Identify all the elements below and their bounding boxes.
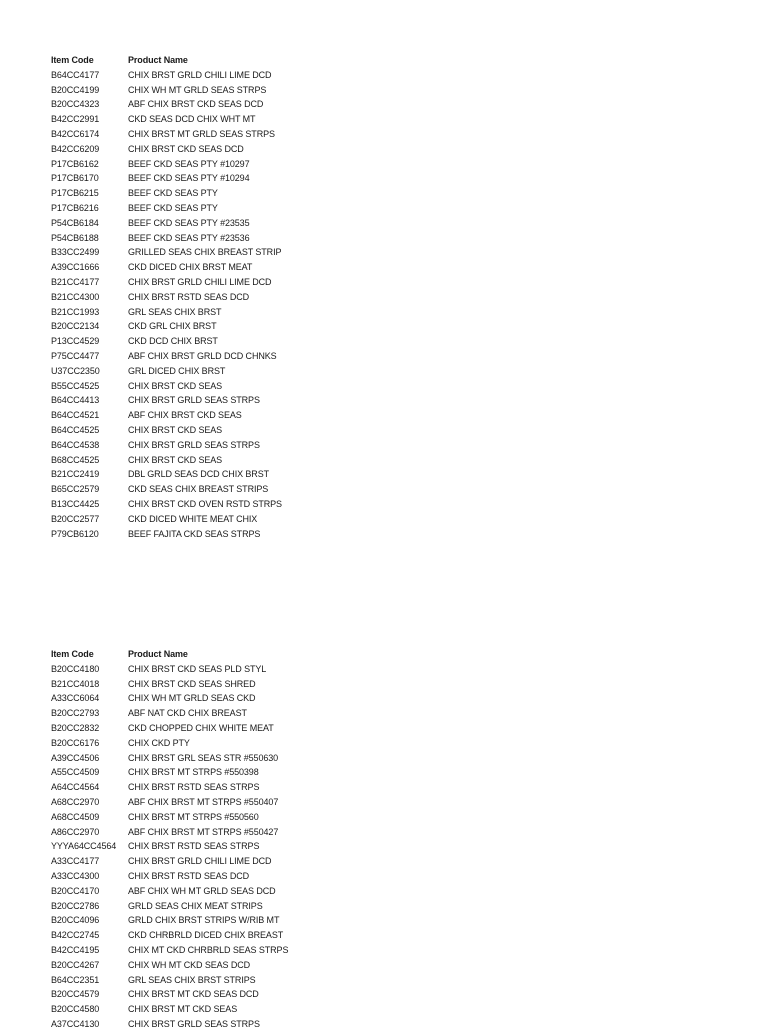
item-code-cell: B21CC4018 bbox=[51, 678, 100, 689]
item-code-cell: B20CC4579 bbox=[51, 989, 100, 1000]
item-code-cell: B65CC2579 bbox=[51, 484, 100, 495]
item-code-cell: A68CC2970 bbox=[51, 796, 100, 807]
product-name-cell: CKD DICED CHIX BRST MEAT bbox=[128, 262, 253, 273]
table-row bbox=[51, 423, 428, 438]
table-row bbox=[51, 379, 428, 394]
table-header-row bbox=[51, 647, 428, 662]
item-code-cell: P17CB6216 bbox=[51, 202, 99, 213]
item-code-cell: B64CC2351 bbox=[51, 974, 100, 985]
item-code-cell: P79CB6120 bbox=[51, 528, 99, 539]
table-row bbox=[51, 973, 428, 988]
product-name-cell: BEEF CKD SEAS PTY #10297 bbox=[128, 158, 250, 169]
product-name-header: Product Name bbox=[128, 649, 188, 659]
item-code-cell: B64CC4521 bbox=[51, 410, 100, 421]
table-row bbox=[51, 677, 428, 692]
item-code-cell: B20CC4323 bbox=[51, 99, 100, 110]
product-name-cell: CHIX BRST MT CKD SEAS DCD bbox=[128, 989, 259, 1000]
item-code-cell: B13CC4425 bbox=[51, 498, 100, 509]
product-name-cell: CHIX WH MT CKD SEAS DCD bbox=[128, 959, 251, 970]
item-code-cell: B21CC1993 bbox=[51, 306, 100, 317]
table-row bbox=[51, 171, 428, 186]
table-row bbox=[51, 393, 428, 408]
table-row bbox=[51, 334, 428, 349]
item-code-cell: B64CC4538 bbox=[51, 439, 100, 450]
item-code-cell: A55CC4509 bbox=[51, 767, 100, 778]
table-row bbox=[51, 142, 428, 157]
table-row bbox=[51, 497, 428, 512]
item-code-cell: B20CC4096 bbox=[51, 915, 100, 926]
product-name-cell: CHIX BRST GRLD CHILI LIME DCD bbox=[128, 856, 272, 867]
product-name-cell: CHIX BRST GRLD SEAS STRPS bbox=[128, 1018, 260, 1029]
table-row bbox=[51, 453, 428, 468]
table-row bbox=[51, 201, 428, 216]
product-name-cell: CHIX BRST RSTD SEAS STRPS bbox=[128, 841, 260, 852]
item-code-cell: B55CC4525 bbox=[51, 380, 100, 391]
item-code-cell: B20CC2786 bbox=[51, 900, 100, 911]
item-code-cell: B21CC4300 bbox=[51, 291, 100, 302]
item-code-cell: B20CC2134 bbox=[51, 321, 100, 332]
table-row bbox=[51, 290, 428, 305]
table-row bbox=[51, 157, 428, 172]
item-code-cell: B42CC2745 bbox=[51, 930, 100, 941]
item-code-cell: B20CC2793 bbox=[51, 708, 100, 719]
product-name-header: Product Name bbox=[128, 55, 188, 65]
product-name-cell: CHIX BRST GRLD SEAS STRPS bbox=[128, 439, 260, 450]
product-name-cell: BEEF CKD SEAS PTY bbox=[128, 188, 218, 199]
item-code-cell: B33CC2499 bbox=[51, 247, 100, 258]
product-name-cell: CHIX BRST CKD OVEN RSTD STRPS bbox=[128, 498, 282, 509]
table-row bbox=[51, 780, 428, 795]
product-table-1 bbox=[51, 53, 428, 541]
item-code-cell: B42CC6174 bbox=[51, 128, 100, 139]
product-name-cell: GRILLED SEAS CHIX BREAST STRIP bbox=[128, 247, 282, 258]
product-name-cell: ABF CHIX BRST CKD SEAS DCD bbox=[128, 99, 264, 110]
item-code-cell: B21CC4177 bbox=[51, 276, 100, 287]
table-row bbox=[51, 68, 428, 83]
product-name-cell: GRLD CHIX BRST STRIPS W/RIB MT bbox=[128, 915, 280, 926]
product-name-cell: CKD DCD CHIX BRST bbox=[128, 336, 218, 347]
item-code-cell: P75CC4477 bbox=[51, 350, 100, 361]
table-row bbox=[51, 408, 428, 423]
product-name-cell: CKD GRL CHIX BRST bbox=[128, 321, 217, 332]
table-row bbox=[51, 319, 428, 334]
table-row bbox=[51, 706, 428, 721]
item-code-cell: P17CB6162 bbox=[51, 158, 99, 169]
table-row bbox=[51, 112, 428, 127]
item-code-cell: A33CC4177 bbox=[51, 856, 100, 867]
item-code-cell: U37CC2350 bbox=[51, 365, 100, 376]
table-row bbox=[51, 987, 428, 1002]
table-row bbox=[51, 810, 428, 825]
product-name-cell: GRL SEAS CHIX BRST bbox=[128, 306, 222, 317]
product-name-cell: CHIX BRST MT STRPS #550398 bbox=[128, 767, 259, 778]
product-name-cell: CHIX WH MT GRLD SEAS STRPS bbox=[128, 84, 267, 95]
item-code-cell: A33CC6064 bbox=[51, 693, 100, 704]
table-row bbox=[51, 854, 428, 869]
product-name-cell: BEEF CKD SEAS PTY #23535 bbox=[128, 217, 250, 228]
table-row bbox=[51, 364, 428, 379]
product-name-cell: CHIX BRST GRLD CHILI LIME DCD bbox=[128, 276, 272, 287]
table-row bbox=[51, 512, 428, 527]
product-name-cell: GRL DICED CHIX BRST bbox=[128, 365, 226, 376]
product-name-cell: ABF CHIX BRST GRLD DCD CHNKS bbox=[128, 350, 277, 361]
table-row bbox=[51, 83, 428, 98]
item-code-cell: A39CC4506 bbox=[51, 752, 100, 763]
item-code-cell: B42CC4195 bbox=[51, 944, 100, 955]
item-code-cell: A37CC4130 bbox=[51, 1018, 100, 1029]
table-row bbox=[51, 943, 428, 958]
item-code-cell: B21CC2419 bbox=[51, 469, 100, 480]
product-name-cell: CHIX BRST GRL SEAS STR #550630 bbox=[128, 752, 279, 763]
table-row bbox=[51, 958, 428, 973]
table-row bbox=[51, 245, 428, 260]
item-code-cell: B42CC6209 bbox=[51, 143, 100, 154]
product-name-cell: CHIX BRST CKD SEAS SHRED bbox=[128, 678, 256, 689]
table-row bbox=[51, 1002, 428, 1017]
item-code-cell: B20CC4199 bbox=[51, 84, 100, 95]
product-name-cell: CHIX BRST GRLD CHILI LIME DCD bbox=[128, 69, 272, 80]
item-code-cell: B20CC4580 bbox=[51, 1004, 100, 1015]
item-code-cell: P17CB6170 bbox=[51, 173, 99, 184]
table-row bbox=[51, 795, 428, 810]
item-code-cell: B20CC2577 bbox=[51, 513, 100, 524]
product-name-cell: CKD CHRBRLD DICED CHIX BREAST bbox=[128, 930, 284, 941]
table-row bbox=[51, 691, 428, 706]
table-row bbox=[51, 186, 428, 201]
product-name-cell: DBL GRLD SEAS DCD CHIX BRST bbox=[128, 469, 269, 480]
product-name-cell: CHIX BRST CKD SEAS bbox=[128, 454, 223, 465]
table-row bbox=[51, 765, 428, 780]
table-row bbox=[51, 899, 428, 914]
item-code-cell: B20CC4180 bbox=[51, 663, 100, 674]
product-name-cell: BEEF CKD SEAS PTY bbox=[128, 202, 218, 213]
table-row bbox=[51, 839, 428, 854]
table-row bbox=[51, 275, 428, 290]
item-code-header: Item Code bbox=[51, 55, 94, 65]
product-name-cell: CKD SEAS CHIX BREAST STRIPS bbox=[128, 484, 269, 495]
product-name-cell: CHIX BRST MT GRLD SEAS STRPS bbox=[128, 128, 275, 139]
product-name-cell: BEEF CKD SEAS PTY #23536 bbox=[128, 232, 250, 243]
item-code-cell: A68CC4509 bbox=[51, 811, 100, 822]
product-name-cell: BEEF CKD SEAS PTY #10294 bbox=[128, 173, 250, 184]
product-name-cell: CHIX MT CKD CHRBRLD SEAS STRPS bbox=[128, 944, 289, 955]
item-code-cell: B20CC4170 bbox=[51, 885, 100, 896]
table-row bbox=[51, 825, 428, 840]
product-name-cell: CHIX BRST CKD SEAS bbox=[128, 424, 223, 435]
table-row bbox=[51, 438, 428, 453]
item-code-cell: B20CC2832 bbox=[51, 722, 100, 733]
table-row bbox=[51, 884, 428, 899]
item-code-cell: B64CC4525 bbox=[51, 424, 100, 435]
table-row bbox=[51, 467, 428, 482]
product-name-cell: CHIX BRST RSTD SEAS STRPS bbox=[128, 782, 260, 793]
table-row bbox=[51, 349, 428, 364]
item-code-cell: B68CC4525 bbox=[51, 454, 100, 465]
item-code-cell: P54CB6184 bbox=[51, 217, 99, 228]
table-row bbox=[51, 1017, 428, 1032]
item-code-cell: A33CC4300 bbox=[51, 870, 100, 881]
table-row bbox=[51, 260, 428, 275]
table-row bbox=[51, 216, 428, 231]
item-code-cell: A39CC1666 bbox=[51, 262, 100, 273]
item-code-cell: P54CB6188 bbox=[51, 232, 99, 243]
table-row bbox=[51, 869, 428, 884]
product-name-cell: CKD CHOPPED CHIX WHITE MEAT bbox=[128, 722, 274, 733]
product-name-cell: BEEF FAJITA CKD SEAS STRPS bbox=[128, 528, 261, 539]
table-row bbox=[51, 305, 428, 320]
table-row bbox=[51, 928, 428, 943]
product-name-cell: ABF NAT CKD CHIX BREAST bbox=[128, 708, 247, 719]
item-code-cell: B20CC4267 bbox=[51, 959, 100, 970]
product-name-cell: CHIX BRST MT CKD SEAS bbox=[128, 1004, 238, 1015]
product-name-cell: CHIX BRST MT STRPS #550560 bbox=[128, 811, 259, 822]
item-code-cell: YYYA64CC4564 bbox=[51, 841, 117, 852]
product-name-cell: ABF CHIX WH MT GRLD SEAS DCD bbox=[128, 885, 276, 896]
item-code-cell: B64CC4413 bbox=[51, 395, 100, 406]
product-name-cell: GRLD SEAS CHIX MEAT STRIPS bbox=[128, 900, 263, 911]
product-name-cell: CHIX BRST CKD SEAS bbox=[128, 380, 223, 391]
item-code-cell: B42CC2991 bbox=[51, 114, 100, 125]
table-row bbox=[51, 97, 428, 112]
product-name-cell: ABF CHIX BRST MT STRPS #550427 bbox=[128, 826, 279, 837]
product-name-cell: CHIX BRST RSTD SEAS DCD bbox=[128, 870, 250, 881]
product-name-cell: CKD DICED WHITE MEAT CHIX bbox=[128, 513, 258, 524]
product-name-cell: GRL SEAS CHIX BRST STRIPS bbox=[128, 974, 256, 985]
item-code-cell: P17CB6215 bbox=[51, 188, 99, 199]
product-name-cell: CKD SEAS DCD CHIX WHT MT bbox=[128, 114, 256, 125]
product-name-cell: CHIX BRST CKD SEAS PLD STYL bbox=[128, 663, 267, 674]
table-row bbox=[51, 662, 428, 677]
table-body bbox=[51, 662, 428, 1032]
product-name-cell: CHIX CKD PTY bbox=[128, 737, 190, 748]
item-code-cell: B64CC4177 bbox=[51, 69, 100, 80]
product-name-cell: ABF CHIX BRST MT STRPS #550407 bbox=[128, 796, 279, 807]
item-code-cell: P13CC4529 bbox=[51, 336, 100, 347]
table-row bbox=[51, 721, 428, 736]
item-code-cell: A64CC4564 bbox=[51, 782, 100, 793]
product-name-cell: ABF CHIX BRST CKD SEAS bbox=[128, 410, 242, 421]
table-row bbox=[51, 482, 428, 497]
item-code-header: Item Code bbox=[51, 649, 94, 659]
table-row bbox=[51, 751, 428, 766]
table-row bbox=[51, 127, 428, 142]
product-name-cell: CHIX WH MT GRLD SEAS CKD bbox=[128, 693, 256, 704]
product-name-cell: CHIX BRST GRLD SEAS STRPS bbox=[128, 395, 260, 406]
item-code-cell: A86CC2970 bbox=[51, 826, 100, 837]
product-table-2 bbox=[51, 647, 428, 1032]
table-body bbox=[51, 68, 428, 542]
table-row bbox=[51, 736, 428, 751]
product-name-cell: CHIX BRST RSTD SEAS DCD bbox=[128, 291, 250, 302]
product-name-cell: CHIX BRST CKD SEAS DCD bbox=[128, 143, 244, 154]
table-header-row bbox=[51, 53, 428, 68]
item-code-cell: B20CC6176 bbox=[51, 737, 100, 748]
table-row bbox=[51, 231, 428, 246]
table-row bbox=[51, 527, 428, 542]
table-row bbox=[51, 913, 428, 928]
